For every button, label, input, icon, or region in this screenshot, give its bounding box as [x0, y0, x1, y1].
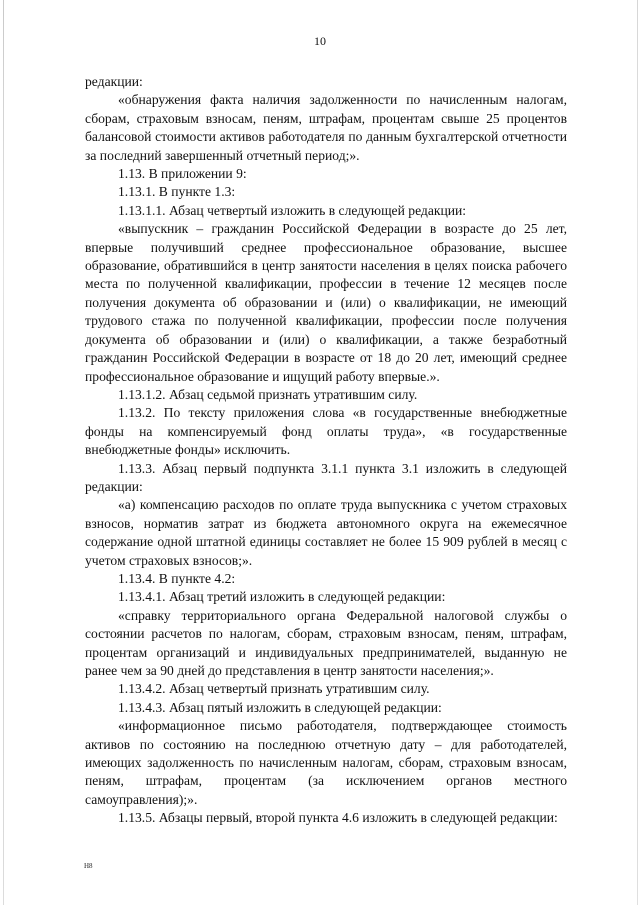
paragraph: 1.13.1.2. Абзац седьмой признать утратившим силу. [118, 386, 418, 402]
paragraph: 1.13.3. Абзац первый подпункта 3.1.1 пункта 3.1 изложить в следующей редакции: [85, 460, 567, 494]
scan-edge-left [3, 0, 4, 905]
paragraph: 1.13.4.3. Абзац пятый изложить в следующей редакции: [118, 699, 442, 715]
paragraph: 1.13.1.1. Абзац четвертый изложить в следующей редакции: [118, 202, 467, 218]
paragraph: 1.13.4.2. Абзац четвертый признать утратившим силу. [118, 681, 430, 697]
footer-mark: H8 [84, 862, 93, 870]
paragraph: 1.13.4.1. Абзац третий изложить в следующей редакции: [118, 589, 446, 605]
paragraph: 1.13.1. В пункте 1.3: [118, 184, 236, 200]
page-number: 10 [314, 34, 326, 48]
paragraph: «а) компенсацию расходов по оплате труда выпускника с учетом страховых взносов, норматив затрат из бюджета автономного округа на ежемесячное содержание одной штатной единицы составляет не более 15 909 рублей в месяц с учетом страховых взносов;». [85, 497, 567, 568]
paragraph: 1.13. В приложении 9: [118, 166, 247, 182]
paragraph: «справку территориального органа Федеральной налоговой службы о состоянии расчетов по налогам, сборам, страховым взносам, пеням, штрафам, процентам организаций и индивидуальных предпринимателей, выданную не ранее чем за 90 дней до представления в центр занятости населения;». [85, 607, 567, 678]
paragraph: редакции: [85, 74, 143, 89]
document-body [85, 73, 567, 828]
paragraph: 1.13.4. В пункте 4.2: [118, 570, 236, 586]
scan-edge-right [637, 0, 638, 905]
paragraph: «информационное письмо работодателя, подтверждающее стоимость активов по состоянию на последнюю отчетную дату – для работодателей, имеющих задолженность по начисленным налогам, сборам, страховым взносам, пеням, штрафам, процентам (за исключением органов местного самоуправления);». [85, 718, 567, 807]
paragraph: «выпускник – гражданин Российской Федерации в возрасте до 25 лет, впервые получивший среднее профессиональное образование, высшее образование, обратившийся в центр занятости населения в целях поиска рабочего места по полученной квалификации, профессии в течение 12 месяцев после получения документа об образовании и (или) о квалификации, не имеющий трудового стажа по полученной квалификации, профессии после получения документа об образовании и (или) о квалификации, а также безработный гражданин Российской Федерации в возрасте от 18 до 20 лет, имеющий среднее профессиональное образование и ищущий работу впервые.». [85, 221, 567, 384]
paragraph: 1.13.5. Абзацы первый, второй пункта 4.6 изложить в следующей редакции: [118, 810, 558, 826]
paragraph: 1.13.2. По тексту приложения слова «в государственные внебюджетные фонды на компенсируемый фонд оплаты труда», «в государственные внебюджетные фонды» исключить. [85, 405, 567, 458]
paragraph: «обнаружения факта наличия задолженности по начисленным налогам, сборам, страховым взносам, пеням, штрафам, процентам свыше 25 процентов балансовой стоимости активов работодателя по данным бухгалтерской отчетности за последний завершенный отчетный период;». [85, 92, 567, 163]
